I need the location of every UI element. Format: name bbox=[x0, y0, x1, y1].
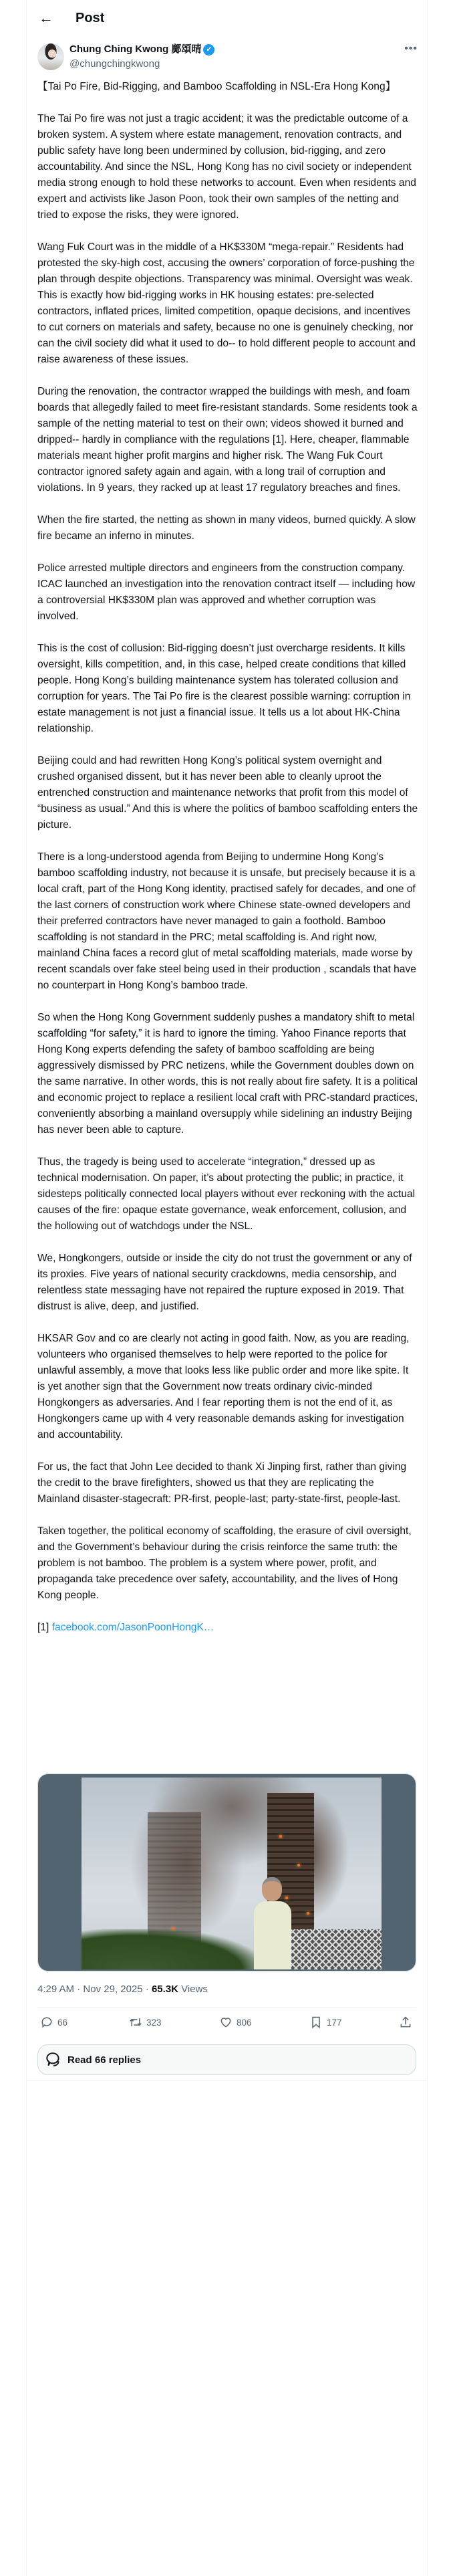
replies-icon bbox=[45, 2051, 62, 2068]
post-image[interactable] bbox=[37, 1774, 416, 1971]
post-meta bbox=[37, 1982, 208, 1997]
bookmark-icon bbox=[309, 2016, 323, 2029]
verified-badge-icon: ✓ bbox=[203, 44, 214, 56]
top-bar bbox=[27, 0, 427, 36]
footnote-label: [1] bbox=[37, 1622, 49, 1633]
fire-photo bbox=[82, 1778, 382, 1969]
paragraph: So when the Hong Kong Government suddenly pushes a mandatory shift to metal scaffolding “for safety,” it is hard to ignore the timing. Yahoo Finance reports that Hong Kong experts defending the safety of bamboo scaffolding are being aggressively dismissed by PRC netizens, while the Government doubles down on the same narrative. In other words, this is not really about fire safety. It is a political and economic project to replace a resilient local craft with PRC-standard practices, conveniently absorbing a mainland oversupply while sidelining an industry Beijing has never been able to capture. bbox=[37, 1012, 418, 1136]
bookmark-button[interactable] bbox=[309, 2016, 342, 2029]
paragraph: We, Hongkongers, outside or inside the city do not trust the government or any of its proxies. Five years of national security crackdowns, media censorship, and relentless state messaging have not repaired the rupture exposed in 2019. That distrust is alive, deep, and justified. bbox=[37, 1253, 412, 1312]
post-column bbox=[26, 0, 428, 2576]
paragraph: Taken together, the political economy of scaffolding, the erasure of civil oversight, and the Government’s behaviour during the crisis reinforce the same truth: the problem is not bamboo. The problem is a system where power, profit, and propaganda take precedence over safety, accountability, and the lives of Hong Kong people. bbox=[37, 1525, 412, 1601]
divider bbox=[37, 2007, 416, 2008]
share-icon bbox=[399, 2016, 412, 2029]
share-button[interactable] bbox=[399, 2016, 412, 2029]
post-time[interactable]: 4:29 AM bbox=[37, 1983, 75, 1995]
paragraph: For us, the fact that John Lee decided to thank Xi Jinping first, rather than giving the credit to the brave firefighters, showed us that they are replicating the Mainland disaster-stagecraft: PR-first, people-last; party-state-first, people-last. bbox=[37, 1461, 407, 1505]
arrow-left-icon[interactable]: ← bbox=[39, 9, 53, 26]
person bbox=[253, 1877, 293, 1969]
paragraph: Beijing could and had rewritten Hong Kong’s political system overnight and crushed organised dissent, but it has never been able to cleanly uproot the entrenched construction and maintenance networks that profit from this model of “business as usual.” And this is where the politics of bamboo scaffolding enters the picture. bbox=[37, 755, 418, 831]
separator: · bbox=[145, 1983, 149, 1995]
read-replies-button[interactable] bbox=[37, 2044, 416, 2075]
read-replies-label: Read 66 replies bbox=[67, 2054, 142, 2066]
reply-icon bbox=[40, 2016, 53, 2029]
paragraph: Police arrested multiple directors and engineers from the construction company. ICAC launched an investigation into the renovation contract itself — including how a controversial HK$330M plan was approved and whether corruption was involved. bbox=[37, 562, 416, 622]
footnote bbox=[37, 1620, 418, 1636]
paragraph: There is a long-understood agenda from Beijing to undermine Hong Kong’s bamboo scaffolding industry, not because it is unsafe, but precisely because it is a local craft, part of the Hong Kong identity, practised safely for decades, and one of the last corners of construction work where Chinese state-owned developers and their preferred contractors have never managed to gain a foothold. Bamboo scaffolding is not standard in the PRC; metal scaffolding is. And right now, mainland China faces a record glut of metal scaffolding materials, made worse by recent scandals over fake steel being used in their production , scandals that have no counterpart in Hong Kong’s bamboo trade. bbox=[37, 851, 416, 991]
page-title: Post bbox=[76, 11, 105, 25]
action-bar bbox=[37, 2016, 416, 2033]
repost-icon bbox=[129, 2016, 142, 2029]
like-button[interactable] bbox=[219, 2016, 252, 2029]
divider bbox=[27, 2080, 427, 2081]
paragraph: Wang Fuk Court was in the middle of a HK$330M “mega-repair.” Residents had protested the sky-high cost, accusing the owners’ corporation of force-pushing the plan through despite objections. Transparency was minimal. Oversight was weak. This is exactly how bid-rigging works in HK housing estates: pre-selected contractors, inflated prices, limited competition, opaque decisions, and incentives to cut corners on materials and safety, because no one is genuinely checking, nor can the civil society did what it used to do-- to hold different people to account and raise awareness of these issues. bbox=[37, 241, 416, 365]
post-title: 【Tai Po Fire, Bid-Rigging, and Bamboo Scaffolding in NSL-Era Hong Kong】 bbox=[37, 81, 396, 92]
avatar[interactable] bbox=[37, 43, 64, 70]
paragraph: When the fire started, the netting as shown in many videos, burned quickly. A slow fire became an inferno in minutes. bbox=[37, 514, 416, 542]
more-options-icon[interactable]: ••• bbox=[404, 43, 418, 54]
paragraph: This is the cost of collusion: Bid-rigging doesn’t just overcharge residents. It kills oversight, kills competition, and, in this case, helped create conditions that killed people. Hong Kong’s building maintenance system has tolerated collusion and corruption for years. The Tai Po fire is the clearest possible warning: corruption in estate management is not just a financial issue. It tells us a lot about HK-China relationship. bbox=[37, 643, 411, 734]
paragraph: Thus, the tragedy is being used to accelerate “integration,” dressed up as technical modernisation. On paper, it’s about protecting the public; in practice, it sidesteps politically connected local players without ever reckoning with the actual causes of the fire: opaque estate governance, weak enforcement, collusion, and the hollowing out of watchdogs under the NSL. bbox=[37, 1156, 416, 1232]
views-count: 65.3K bbox=[151, 1983, 178, 1995]
like-count: 806 bbox=[237, 2017, 252, 2028]
flame bbox=[307, 1912, 309, 1915]
footnote-link[interactable]: facebook.com/JasonPoonHongK… bbox=[51, 1622, 214, 1633]
repost-count: 323 bbox=[146, 2017, 162, 2028]
reply-button[interactable] bbox=[40, 2016, 67, 2029]
paragraph: The Tai Po fire was not just a tragic accident; it was the predictable outcome of a broken system. A system where estate management, renovation contracts, and public safety have long been undermined by collusion, bid-rigging, and zero accountability. And since the NSL, Hong Kong has no civil society or independent media strong enough to hold these networks to account. Even when residents and expert and activists like Jason Poon, took their own samples of the netting and tried to expose the risks, they were ignored. bbox=[37, 113, 416, 221]
author-handle[interactable]: @chungchingkwong bbox=[69, 58, 160, 70]
post-text bbox=[37, 79, 418, 1636]
separator: · bbox=[77, 1983, 81, 1995]
author-name-row[interactable] bbox=[69, 43, 214, 56]
reply-count: 66 bbox=[57, 2017, 68, 2028]
author-name[interactable]: Chung Ching Kwong 鄺頌晴 bbox=[69, 43, 202, 55]
trees bbox=[82, 1929, 261, 1969]
paragraph: HKSAR Gov and co are clearly not acting in good faith. Now, as you are reading, volunteers who organised themselves to help were reported to the police for unlawful assembly, a move that looks less like public order and more like spite. It is yet another sign that the Government now treats ordinary civic-minded Hongkongers as adversaries. And I fear reporting them is not the end of it, as Hongkongers came up with 4 very reasonable demands asking for investigation and accountability. bbox=[37, 1333, 410, 1440]
bookmark-count: 177 bbox=[327, 2017, 342, 2028]
views-label: Views bbox=[181, 1983, 208, 1995]
paragraph: During the renovation, the contractor wrapped the buildings with mesh, and foam boards that allegedly failed to meet fire-resistant standards. Some residents took a sample of the netting material to test on their own; videos showed it burned and dripped-- hardly in compliance with the regulations [1]. Here, cheaper, flammable materials meant higher profit margins and higher risk. The Wang Fuk Court contractor ignored safety again and again, with a long trail of corruption and violations. In 9 years, they racked up at least 17 regulatory breaches and fines. bbox=[37, 386, 418, 494]
heart-icon bbox=[219, 2016, 233, 2029]
repost-button[interactable] bbox=[129, 2016, 162, 2029]
post-date[interactable]: Nov 29, 2025 bbox=[83, 1983, 143, 1995]
